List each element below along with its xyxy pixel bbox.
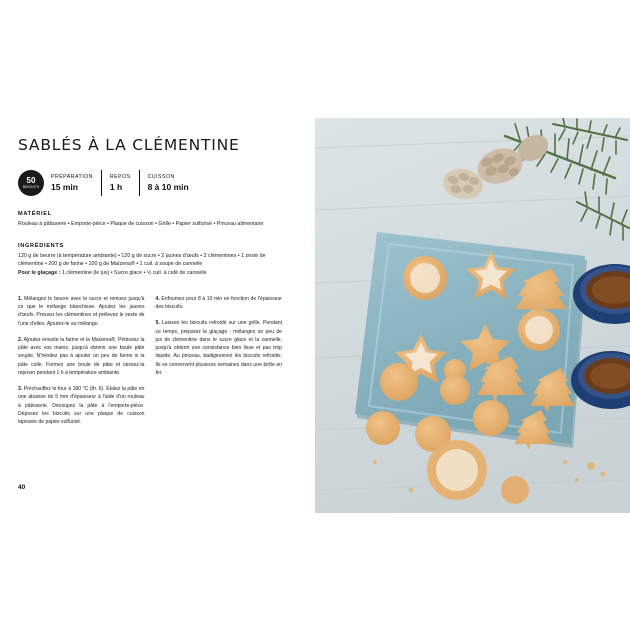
meta-repos-label: REPOS (109, 174, 131, 180)
instructions-column-right (156, 290, 283, 435)
step-3 (18, 385, 145, 426)
ingredients-text: 120 g de beurre (à température ambiante) • 120 g de sucre • 2 jaunes d'œufs • 2 clémentines • 1 zeste de clémentine • 200 g de farine • 100 g de Maïzena® • 1 cuil. à soupe de cannelle (18, 253, 266, 268)
yield-label: BISCUITS (22, 184, 40, 189)
materiel-heading: MATÉRIEL (18, 211, 52, 217)
recipe-photo (315, 118, 630, 513)
recipe-meta-strip (18, 170, 282, 196)
step-4-text: Enfournez pour 8 à 10 min en fonction de l'épaisseur des biscuits. (155, 295, 282, 311)
instructions-column-left (18, 290, 145, 435)
step-2-text: Ajoutez ensuite la farine et la Maïzena®. Pétrissez la pâte avec vos mains, jusqu'à obtenir une boule pâte souple. N'hésitez pas à ajouter un peu de farine si la pâte colle. Formez une boule de pâte et laissez-la reposer pendant 1 h à température ambiante. (18, 336, 145, 376)
photo-illustration (315, 118, 630, 513)
step-4 (156, 295, 283, 312)
step-3-number: 3. (18, 386, 23, 393)
page-title: SABLÉS À LA CLÉMENTINE (18, 136, 240, 154)
meta-preparation-label: PRÉPARATION (51, 174, 93, 180)
step-5-text: Laissez les biscuits refroidir sur une grille. Pendant ce temps, préparez le glaçage : mélangez un peu de jus de clémentine dans le sucre glace et la cannelle, jusqu'à obtenir une consistance bien lisse et pas trop liquide. Au pinceau, badigeonnez les biscuits refroidis. Ils se conservent plusieurs semaines dans une boîte en fer. (155, 320, 282, 376)
instructions (18, 290, 282, 435)
recipe-text-page (0, 118, 300, 513)
step-1-number: 1. (18, 295, 23, 302)
glacage-line (18, 269, 282, 277)
glacage-label: Pour le glaçage : (18, 269, 61, 276)
step-5 (156, 319, 283, 377)
meta-cuisson-value: 8 à 10 min (147, 182, 189, 192)
meta-preparation (51, 170, 102, 196)
ingredients-heading: INGRÉDIENTS (18, 243, 64, 250)
meta-preparation-value: 15 min (51, 182, 78, 192)
step-2 (18, 336, 145, 377)
step-2-number: 2. (18, 336, 23, 343)
meta-repos (110, 170, 140, 196)
step-5-number: 5. (155, 320, 160, 327)
materiel-text: Rouleau à pâtisserie • Emporte-pièce • Plaque de cuisson • Grille • Papier sulfurisé • Pinceau alimentaire (18, 221, 264, 227)
yield-count: 50 (26, 175, 36, 185)
yield-badge (18, 170, 44, 196)
step-1-text: Mélangez le beurre avec le sucre et remuez jusqu'à ce que le mélange blanchisse. Ajoutez les jaunes d'œufs. Pressez les clémentines et prélevez le zeste de l'une d'elles. Ajoutez-le au mélange. (18, 295, 145, 327)
glacage-text: 1 clémentine (le jus) • Sucre glace • ½ cuil. à café de cannelle (60, 269, 207, 276)
meta-cuisson-label: CUISSON (147, 174, 175, 180)
meta-cuisson (148, 170, 189, 196)
page-number: 40 (18, 484, 26, 491)
step-3-text: Préchauffez le four à 180 °C (th. 6). Étalez la pâte en une abaisse de 5 mm d'épaisseur à l'aide d'un rouleau à pâtisserie. Découpez la pâte à l'emporte-pièce. Déposez les biscuits sur une plaque de cuisson tapissée de papier sulfurisé. (18, 386, 145, 426)
meta-repos-value: 1 h (109, 182, 123, 192)
step-1 (18, 295, 145, 328)
step-4-number: 4. (155, 295, 160, 302)
